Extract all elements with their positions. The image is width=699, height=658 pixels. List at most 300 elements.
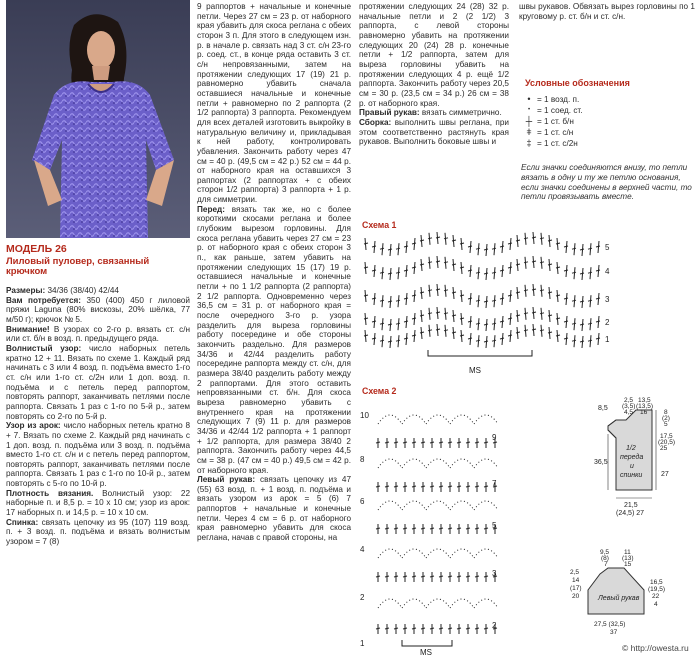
stitch-mark [382,267,383,279]
legend-item [521,105,691,116]
stitch-mark [470,333,471,345]
dim-label: 4 [654,601,658,608]
stitch-mark [596,246,600,247]
legend-label: = 1 ст. с/2н [537,139,578,148]
scheme-1-row-label: 3 [605,295,610,304]
stitch-mark [500,338,504,339]
stitch-mark [444,262,448,263]
stitch-mark [548,264,552,265]
right-sleeve-text: вязать симметрично. [419,108,502,118]
chain-arch [426,459,450,468]
stitch-mark [398,243,399,255]
scheme-2-diagram [356,400,506,658]
stitch-mark [532,329,536,330]
stitch-mark [532,237,536,238]
model-subtitle: Лиловый пуловер, связанный крючком [6,256,150,277]
stitch-mark [406,293,407,305]
scheme-2-row-label: 7 [492,479,497,488]
chain-arch [426,549,450,558]
back-continued-text: 9 раппортов + начальные и конечные петли. Через 27 см = 23 р. от наборного края убавить для скоса реглана с обеих сторон 3 п. Для этого в следующем изн. р. в начале р. связать над 3 ст. с/н 23-го р. соед. ст., в конце ряда оставить 3 ст. с/н непровязанными, затем на протяжении следующих 17 (19) 21 р. равномерно убавить сначала оставшиеся начальные и конечные петли + равномерно по 2 раппорта (2 1/2 раппорта) 3 раппорта. Рекомендуем для всех деталей изготовить выкройку в натуральную величину и, прикладывая к ней работу, контролировать убавления. Закончить работу через 47 см = 40 р. (49,5 см = 42 р.) 52 см = 44 р. от наборного края на оставшихся 3 раппортах (2 раппортах + с обеих сторон 1/2 раппорта) 3 раппорта + 1 р. для симметрии. [197,2,351,205]
stitch-mark [439,628,443,629]
dim-label: 4,5 [624,409,634,416]
dim-label: 2,5 [570,569,580,576]
stitch-mark [374,265,375,277]
stitch-mark [430,486,434,487]
stitch-mark [364,295,368,296]
stitch-mark [421,528,425,529]
stitch-mark [492,340,496,341]
stitch-mark [598,293,599,305]
stitch-mark [580,301,584,302]
stitch-mark [574,335,575,347]
density-text: Волнистый узор: 22 наборные п. и 8,5 р. = 10 х 10 см; узор из арок: 17 наборных п. и 14,5 р. = 10 х 10 см. [6,488,191,518]
stitch-mark [564,338,568,339]
stitch-mark [508,335,512,336]
stitch-mark [508,295,512,296]
stitch-mark [494,267,495,279]
stitch-mark [484,249,488,250]
chain-arch [426,501,450,510]
scheme-2-row-label: 3 [492,569,497,578]
chain-arch [402,549,426,558]
stitch-mark [466,576,470,577]
stitch-mark [444,290,448,291]
stitch-mark [385,442,389,443]
dim-label: 16,5 [650,579,663,586]
stitch-mark [556,318,560,319]
dim-label: 22 [652,593,660,600]
chain-arch [402,415,426,424]
stitch-mark [398,295,399,307]
chain-arch [402,501,426,510]
arch-pattern-label: Узор из арок: [6,421,61,431]
stitch-mark [396,340,400,341]
stitch-mark [476,340,480,341]
chain-stitch-icon: • [527,94,531,104]
dim-label: (19,5) [648,586,665,593]
stitch-mark [478,335,479,347]
dim-label: 9,5 [600,549,610,556]
stitch-mark [382,318,383,330]
stitch-mark [590,267,591,279]
scheme-2-row-label: 1 [360,639,365,648]
stitch-mark [466,628,470,629]
stitch-mark [572,323,576,324]
stitch-mark [448,442,452,443]
stitch-mark [540,262,544,263]
stitch-mark [502,293,503,305]
stitch-mark [486,296,487,308]
stitch-mark [452,240,456,241]
stitch-mark [460,318,464,319]
stitch-mark [516,240,520,241]
stitch-mark [486,319,487,331]
stitch-mark [448,528,452,529]
stitch-mark [457,576,461,577]
stitch-mark [470,265,471,277]
stitch-mark [439,528,443,529]
stitch-mark [484,528,488,529]
stitch-mark [484,576,488,577]
dim-label: 14 [572,577,580,584]
stitch-mark [364,243,368,244]
stitch-mark [372,338,376,339]
stitch-mark [556,335,560,336]
density-label: Плотность вязания. [6,488,94,498]
stitch-mark [540,313,544,314]
scheme-2-row-label: 5 [492,521,497,530]
dim-label: 37 [610,629,618,636]
stitch-mark [476,272,480,273]
stitch-mark [494,335,495,347]
stitch-mark [403,486,407,487]
stitch-mark [524,262,528,263]
stitch-mark [376,486,380,487]
stitch-mark [385,628,389,629]
stitch-mark [494,318,495,330]
stitch-mark [388,301,392,302]
legend-title: Условные обозначения [525,78,630,88]
stitch-mark [403,528,407,529]
sizes-label: Размеры: [6,286,46,295]
stitch-mark [452,332,456,333]
scheme-1-row-label: 1 [605,335,610,344]
treble-crochet-icon: ‡ [526,138,532,148]
legend-label: = 1 ст. б/н [537,117,574,126]
stitch-mark [394,528,398,529]
stitch-mark [580,249,584,250]
stitch-mark [376,442,380,443]
stitch-mark [596,338,600,339]
stitch-mark [476,300,480,301]
stitch-mark [364,318,368,319]
stitch-mark [448,628,452,629]
stitch-mark [439,442,443,443]
stitch-mark [421,442,425,443]
stitch-mark [412,442,416,443]
legend-item [521,127,691,138]
stitch-mark [484,341,488,342]
attention-text: В узорах со 2-го р. вязать ст. с/н или ст. б/н в возд. п. предыдущего ряда. [6,324,190,344]
stitch-mark [486,244,487,256]
stitch-mark [396,323,400,324]
stitch-mark [376,528,380,529]
stitch-mark [406,316,407,328]
stitch-mark [380,272,384,273]
stitch-mark [564,270,568,271]
stitch-mark [582,296,583,308]
stitch-mark [466,442,470,443]
left-sleeve-label: Левый рукав: [197,475,256,485]
stitch-mark [598,333,599,345]
scheme-2-row-label: 2 [360,593,365,602]
stitch-mark [580,273,584,274]
stitch-mark [412,243,416,244]
stitch-mark [548,332,552,333]
stitch-mark [508,267,512,268]
stitch-mark [390,296,391,308]
stitch-mark [412,267,416,268]
dim-label: (17) [570,585,582,592]
stitch-mark [590,295,591,307]
stitch-mark [428,313,432,314]
stitch-mark [420,264,424,265]
stitch-mark [452,292,456,293]
stitch-mark [385,528,389,529]
stitch-mark [484,273,488,274]
stitch-mark [478,267,479,279]
stitch-mark [574,243,575,255]
stitch-mark [566,293,567,305]
stitch-mark [390,336,391,348]
stitch-mark [556,295,560,296]
stitch-mark [421,628,425,629]
stitch-mark [478,318,479,330]
dim-label: 20 [572,593,580,600]
stitch-mark [460,243,464,244]
dim-label: 27,5 (32,5) [594,621,626,628]
stitch-mark [598,265,599,277]
repeat-bracket [428,350,532,356]
stitch-mark [564,321,568,322]
piece-label: 1/2 [626,445,636,452]
chain-arch [474,599,498,608]
column-1-text [6,286,190,547]
stitch-mark [598,241,599,253]
stitch-mark [457,528,461,529]
stitch-mark [376,628,380,629]
stitch-mark [492,248,496,249]
chain-arch [378,501,402,510]
stitch-mark [430,628,434,629]
stitch-mark [516,292,520,293]
stitch-mark [430,442,434,443]
stitch-mark [588,300,592,301]
stitch-mark [436,312,440,313]
stitch-mark [444,313,448,314]
chain-arch [426,599,450,608]
dim-label: 21,5 [624,502,638,509]
slip-stitch-icon: • [527,107,531,113]
chain-arch [450,501,474,510]
stitch-mark [582,268,583,280]
stitch-mark [582,244,583,256]
seams-text: швы рукавов. Обвязать вырез горловины по 1 круговому р. ст. б/н и ст. с/н. [519,2,695,21]
stitch-mark [532,261,536,262]
stitch-mark [486,268,487,280]
assembly-label: Сборка: [359,117,392,127]
stitch-mark [516,264,520,265]
stitch-mark [492,300,496,301]
chain-arch [378,415,402,424]
stitch-mark [385,486,389,487]
stitch-mark [484,324,488,325]
stitch-mark [412,628,416,629]
stitch-mark [372,321,376,322]
chain-arch [402,459,426,468]
scheme-1-row-label: 4 [605,267,610,276]
stitch-mark [588,323,592,324]
stitch-mark [428,238,432,239]
stitch-mark [439,486,443,487]
sizes-text: 34/36 (38/40) 42/44 [45,286,119,295]
stitch-mark [404,270,408,271]
scheme-2-row-label: 10 [360,411,369,420]
sleeve-continued-text: протяжении следующих 24 (28) 32 р. начальные петли и 2 (2 1/2) 3 раппорта, с левой стороны равномерно убавить на протяжении следующих 20 (24) 28 р. конечные петли + 1/2 раппорта, затем для выреза горловины убавить на протяжении следующих 4 р. ещё 1/2 раппорта. Закончить работу через 20,5 см = 30 р. (23,5 см = 34 р.) 26 см = 38 р. от наборного края. [359,2,509,108]
stitch-mark [414,238,415,250]
stitch-mark [596,321,600,322]
needs-text: 350 (400) 450 г лиловой пряжи Laguna (80% вискозы, 20% шёлка, 77 м/50 г); крючок № 5. [6,295,191,324]
stitch-mark [532,312,536,313]
stitch-mark [590,318,591,330]
stitch-mark [388,341,392,342]
stitch-mark [572,272,576,273]
legend-label: = 1 соед. ст. [537,106,583,115]
left-sleeve-text: связать цепочку из 47 (55) 63 возд. п. + 1 возд. п. подъёма и вязать узором из арок = 5 (6) 7 раппортов + начальные и конечные петли. Через 4 см = 6 р. от наборного края равномерно убавить для скоса реглана, начав с правой стороны, на [197,475,351,543]
stitch-mark [484,486,488,487]
dim-label: 27 [661,471,669,478]
stitch-mark [556,243,560,244]
stitch-mark [572,248,576,249]
stitch-mark [492,323,496,324]
legend-label: = 1 возд. п. [537,95,580,104]
stitch-mark [394,486,398,487]
stitch-mark [510,238,511,250]
stitch-mark [396,248,400,249]
stitch-mark [372,246,376,247]
stitch-mark [421,576,425,577]
stitch-mark [476,248,480,249]
stitch-mark [484,442,488,443]
stitch-mark [420,240,424,241]
stitch-mark [460,295,464,296]
chain-arch [450,459,474,468]
stitch-mark [436,289,440,290]
stitch-mark [510,313,511,325]
stitch-mark [396,272,400,273]
dim-label: (24,5) 27 [616,510,645,517]
stitch-mark [420,315,424,316]
stitch-mark [478,295,479,307]
stitch-mark [394,442,398,443]
stitch-mark [540,330,544,331]
chain-arch [426,415,450,424]
stitch-mark [524,238,528,239]
stitch-mark [466,486,470,487]
stitch-mark [475,486,479,487]
stitch-mark [484,628,488,629]
stitch-mark [372,270,376,271]
stitch-mark [406,241,407,253]
scheme-2-row-label: 6 [360,497,365,506]
stitch-mark [380,248,384,249]
column-3-text [359,2,509,147]
stitch-mark [364,335,368,336]
stitch-mark [412,335,416,336]
dim-label: 5 [664,421,668,428]
chain-arch [450,599,474,608]
scheme-2-row-label: 8 [360,455,365,464]
stitch-mark [532,289,536,290]
stitch-mark [524,313,528,314]
stitch-mark [421,486,425,487]
stitch-mark [380,300,384,301]
stitch-mark [428,262,432,263]
scheme-2-repeat-label: MS [420,648,432,657]
stitch-mark [492,272,496,273]
scheme-1-title: Схема 1 [362,220,397,230]
stitch-mark [468,338,472,339]
stitch-mark [502,333,503,345]
stitch-mark [508,243,512,244]
stitch-mark [412,295,416,296]
dim-label: 17,5 [660,433,673,440]
stitch-mark [500,298,504,299]
stitch-mark [403,576,407,577]
stitch-mark [548,315,552,316]
chain-arch [378,549,402,558]
scheme-1-diagram [362,232,622,377]
piece-label: спинки [620,472,643,479]
chain-arch [474,459,498,468]
scheme-1-row-label: 2 [605,318,610,327]
stitch-mark [385,576,389,577]
model-photo [6,0,190,238]
stitch-mark [394,628,398,629]
right-sleeve-label: Правый рукав: [359,108,420,118]
stitch-mark [484,301,488,302]
stitch-mark [390,268,391,280]
stitch-mark [598,316,599,328]
stitch-mark [574,267,575,279]
scheme-2-row-label: 9 [492,433,497,442]
stitch-mark [374,333,375,345]
stitch-mark [524,290,528,291]
stitch-mark [582,319,583,331]
piece-label: переда [620,454,644,461]
stitch-mark [457,442,461,443]
column-2-text [197,2,351,543]
stitch-mark [436,237,440,238]
stitch-mark [444,330,448,331]
chain-arch [474,501,498,510]
stitch-mark [502,265,503,277]
piece-label: и [630,463,634,470]
stitch-mark [382,335,383,347]
piece-label: Левый рукав [598,595,640,602]
stitch-mark [457,628,461,629]
stitch-mark [494,243,495,255]
chain-arch [474,415,498,424]
stitch-mark [596,298,600,299]
watermark: © http://owesta.ru [622,643,689,653]
stitch-mark [412,576,416,577]
dim-label: 11 [624,549,631,556]
stitch-mark [388,273,392,274]
stitch-mark [403,442,407,443]
stitch-mark [404,298,408,299]
stitch-mark [500,246,504,247]
stitch-mark [406,333,407,345]
stitch-mark [404,321,408,322]
scheme-1-repeat-label: MS [469,366,481,375]
dim-label: 36,5 [594,459,608,466]
chain-arch [474,549,498,558]
dim-label: 25 [660,445,668,452]
stitch-mark [396,300,400,301]
dim-label: (13) [622,555,634,562]
stitch-mark [406,265,407,277]
